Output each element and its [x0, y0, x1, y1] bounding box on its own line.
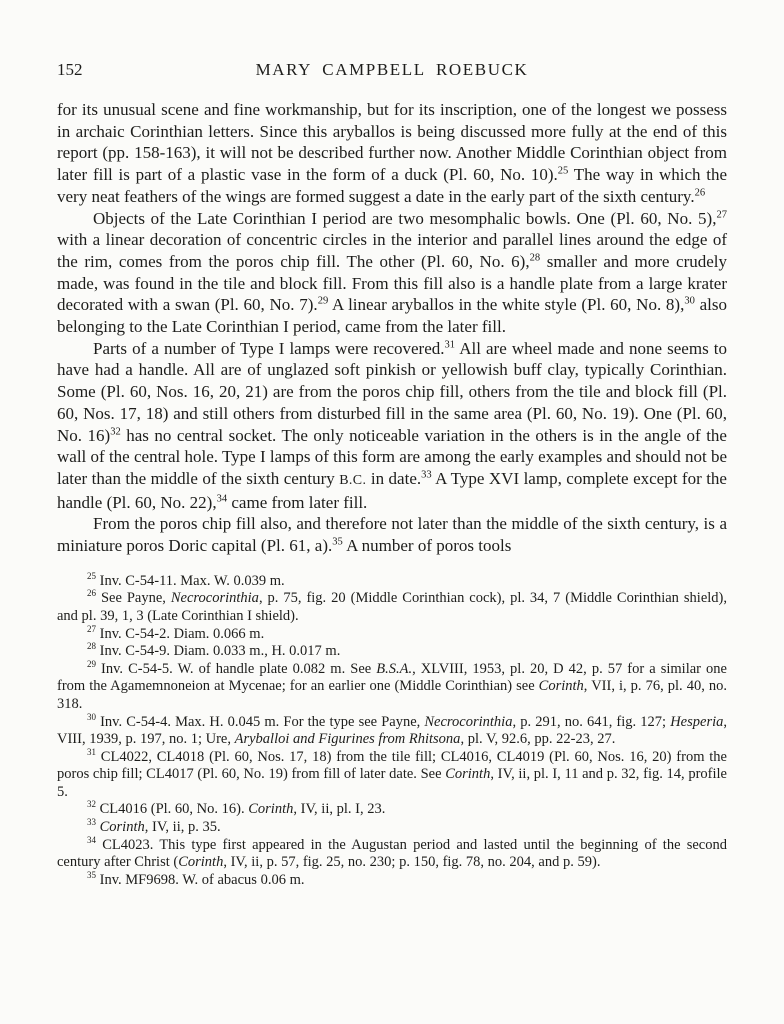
italic-citation: Necrocorinthia	[170, 590, 259, 607]
italic-citation: Corinth	[445, 766, 491, 783]
footnote-ref: 28	[529, 252, 541, 264]
text-run: , VIII, 1939, p. 197, no. 1; Ure,	[57, 713, 727, 748]
footnote-ref: 30	[684, 295, 695, 307]
footnote-ref: 35	[87, 870, 96, 881]
footnote-ref: 32	[87, 799, 96, 810]
footnote-33	[57, 819, 727, 837]
text-run: came from later fill.	[227, 492, 368, 512]
footnote-35	[57, 872, 727, 890]
footnotes-section	[57, 570, 727, 890]
text-run: , VII, i, p. 76, pl. 40, no. 318.	[57, 678, 727, 712]
paragraph-3	[57, 338, 727, 514]
italic-citation: Corinth	[248, 801, 294, 818]
italic-citation: Corinth	[99, 819, 145, 836]
text-run: , IV, ii, pl. I, 11 and p. 32, fig. 14, profile 5.	[57, 766, 727, 800]
text-run: Inv. MF9698. W. of abacus 0.06 m.	[95, 871, 305, 888]
footnote-ref: 33	[87, 817, 96, 828]
footnote-ref: 26	[87, 588, 96, 599]
text-block	[57, 60, 727, 889]
smallcaps-text: B.C.	[339, 472, 367, 488]
running-head-title: MARY CAMPBELL ROEBUCK	[255, 60, 529, 79]
text-run: Parts of a number of Type I lamps were recovered.	[93, 338, 445, 358]
footnote-ref: 30	[87, 711, 96, 722]
footnote-ref: 25	[87, 570, 96, 581]
running-header	[57, 60, 727, 82]
text-run: CL4022, CL4018 (Pl. 60, Nos. 17, 18) from the tile fill; CL4016, CL4019 (Pl. 60, Nos. 16, 20) from the poros chip fill; CL4017 (Pl. 60, No. 19) from fill of later date. See	[57, 748, 727, 783]
text-run: with a linear decoration of concentric circles in the interior and parallel lines around the edge of the rim, comes from the poros chip fill. The other (Pl. 60, No. 6),	[57, 230, 727, 271]
italic-citation: Corinth	[538, 678, 584, 695]
paragraph-4	[57, 513, 727, 556]
footnote-31	[57, 746, 727, 802]
text-run: , IV, ii, p. 35.	[144, 819, 221, 836]
text-run: , IV, ii, pl. I, 23.	[293, 801, 386, 818]
text-run: Objects of the Late Corinthian I period are two mesomphalic bowls. One (Pl. 60, No. 5),	[93, 208, 717, 228]
footnote-ref: 34	[87, 834, 96, 845]
text-run: See Payne,	[95, 590, 171, 607]
text-run: , p. 291, no. 641, fig. 127;	[512, 713, 671, 730]
footnote-ref: 29	[87, 658, 96, 669]
footnote-26	[57, 590, 727, 625]
text-run: Inv. C-54-5. W. of handle plate 0.082 m. See	[95, 660, 377, 677]
text-run: for its unusual scene and fine workmanship, but for its inscription, one of the longest we possess in archaic Corinthian letters. Since this aryballos is being discussed more fully at the end of this report (pp. 158-163), it will not be described further now. Another Middle Corinthian object from later fill is part of a plastic vase in the form of a duck (Pl. 60, No. 10).	[57, 100, 727, 185]
footnote-ref: 34	[216, 493, 228, 504]
page-number: 152	[57, 60, 83, 79]
text-run: , XLVIII, 1953, pl. 20, D 42, p. 57 for a similar one from the Agamemnoneion at Mycenae; for an earlier one (Middle Corinthian) see	[57, 660, 727, 695]
text-run: also belonging to the Late Corinthian I period, came from the later fill.	[57, 295, 727, 337]
footnote-34	[57, 834, 727, 872]
text-run: smaller and more crudely made, was found in the tile and block fill. From this fill also is a handle plate from a large krater decorated with a swan (Pl. 60, No. 7).	[57, 251, 727, 315]
text-run: Inv. C-54-11. Max. W. 0.039 m.	[95, 572, 285, 589]
text-run: in date.	[366, 468, 422, 488]
footnote-30	[57, 711, 727, 749]
footnote-ref: 33	[421, 469, 432, 481]
text-run: A linear aryballos in the white style (Pl. 60, No. 8),	[328, 295, 685, 315]
text-run: , p. 75, fig. 20 (Middle Corinthian cock), pl. 34, 7 (Middle Corinthian shield), and pl. 39, 1, 3 (Late Corinthian I shield).	[57, 590, 727, 624]
text-run: has no central socket. The only noticeable variation in the others is in the angle of the wall of the central hole. Type I lamps of this form are among the early examples and should not be later than the middle of the sixth century	[57, 425, 727, 488]
italic-citation: B.S.A.	[376, 660, 413, 677]
text-run: A number of poros tools	[342, 536, 512, 556]
footnote-ref: 27	[87, 623, 96, 634]
footnote-ref: 35	[332, 536, 343, 548]
footnote-ref: 28	[87, 641, 96, 652]
text-run: , IV, ii, p. 57, fig. 25, no. 230; p. 150, fig. 78, no. 204, and p. 59).	[223, 854, 601, 871]
footnote-29	[57, 658, 727, 714]
text-run: Inv. C-54-4. Max. H. 0.045 m. For the type see Payne,	[95, 713, 425, 730]
text-run: From the poros chip fill also, and therefore not later than the middle of the sixth century, is a miniature poros Doric capital (Pl. 61, a).	[57, 514, 727, 556]
text-run: All are wheel made and none seems to have had a handle. All are of unglazed soft pinkish or yellowish buff clay, typically Corinthian. Some (Pl. 60, Nos. 16, 20, 21) are from the poros chip fill, others from the tile and block fill (Pl. 60, Nos. 17, 18) and still others from disturbed fill in the same area (Pl. 60, No. 19). One (Pl. 60, No. 16)	[57, 338, 727, 445]
italic-citation: Hesperia	[670, 713, 724, 730]
text-run: CL4023. This type first appeared in the Augustan period and lasted until the beginning of the second century after Christ (	[57, 836, 727, 871]
footnote-ref: 27	[716, 208, 727, 220]
footnote-ref: 31	[444, 339, 456, 351]
footnote-ref: 31	[87, 746, 96, 757]
paragraph-2	[57, 208, 727, 338]
footnote-ref: 29	[317, 295, 329, 307]
text-run: The way in which the very neat feathers of the wings are formed suggest a date in the early part of the sixth century.	[57, 165, 728, 206]
footnote-28	[57, 643, 727, 661]
text-run: A Type XVI lamp, complete except for the handle (Pl. 60, No. 22),	[57, 468, 727, 512]
text-run: Inv. C-54-2. Diam. 0.066 m.	[95, 625, 265, 642]
footnote-ref: 26	[694, 187, 706, 199]
paragraph-1	[57, 99, 727, 208]
text-run: Inv. C-54-9. Diam. 0.033 m., H. 0.017 m.	[95, 643, 341, 660]
italic-citation: Corinth	[178, 854, 224, 871]
footnote-ref: 32	[110, 425, 121, 437]
italic-citation: Necrocorinthia	[424, 713, 513, 730]
footnote-25	[57, 570, 727, 591]
text-run: , pl. V, 92.6, pp. 22-23, 27.	[460, 731, 616, 748]
italic-citation: Aryballoi and Figurines from Rhitsona	[234, 731, 461, 748]
body-text	[57, 99, 727, 557]
footnote-ref: 25	[557, 165, 569, 177]
footnote-27	[57, 623, 727, 644]
footnote-32	[57, 801, 727, 819]
text-run: CL4016 (Pl. 60, No. 16).	[95, 801, 249, 818]
